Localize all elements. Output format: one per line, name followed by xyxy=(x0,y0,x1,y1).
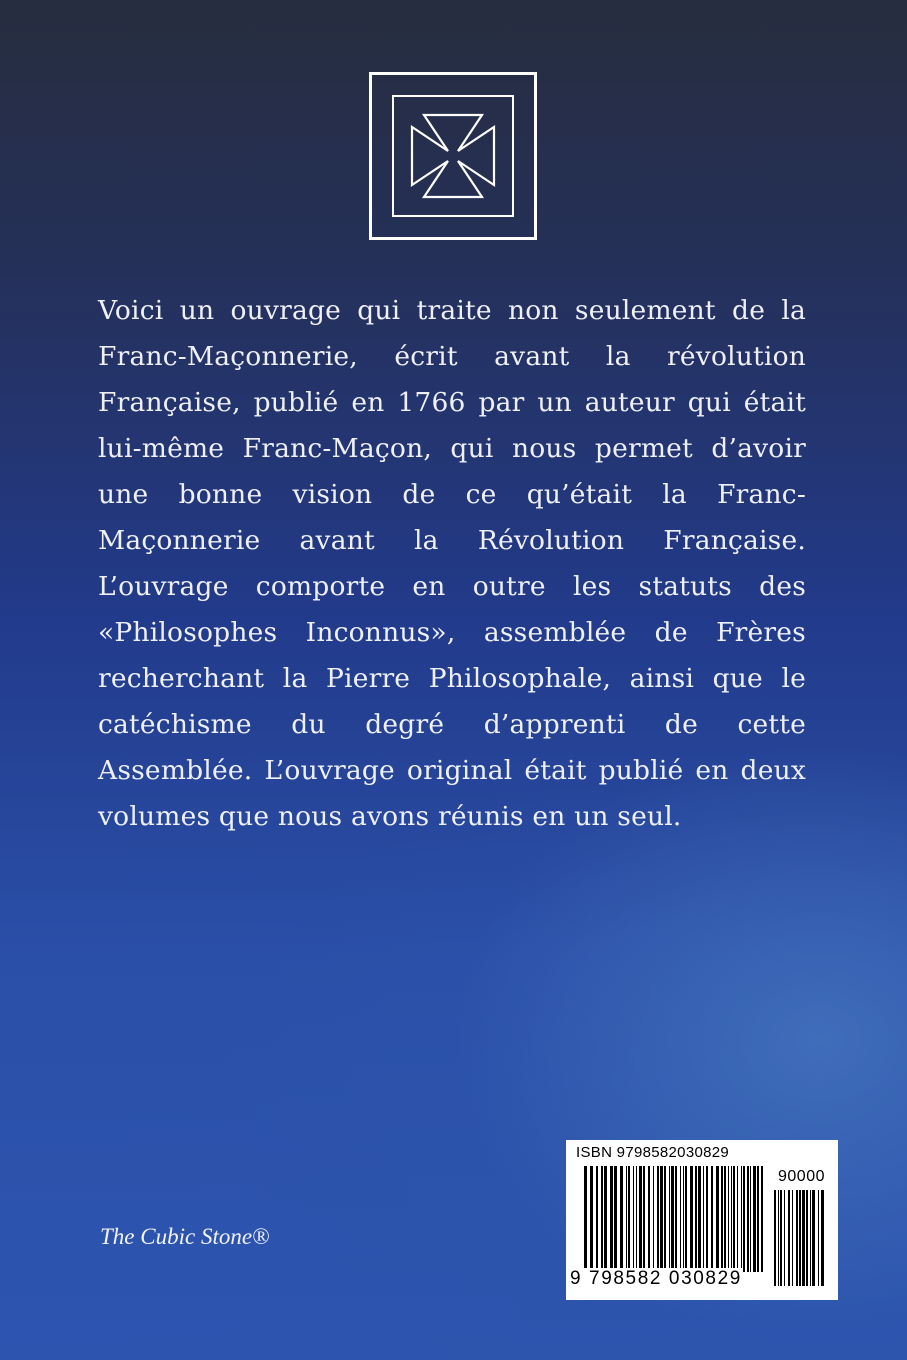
barcode-bar xyxy=(675,1166,677,1272)
book-description: Voici un ouvrage qui traite non seulement de la Franc-Maçonnerie, écrit avant la révolution Française, publié en 1766 par un auteur qui était lui-même Franc-Maçon, qui nous permet d’avoir une bonne vision de ce qu’était la Franc-Maçonnerie avant la Révolution Française. L’ouvrage comporte en outre les statuts des «Philosophes Inconnus», assemblée de Frères recherchant la Pierre Philosophale, ainsi que le catéchisme du degré d’apprenti de cette Assemblée. L’ouvrage original était publié en deux volumes que nous avons réunis en un seul. xyxy=(98,295,806,832)
barcode-bar xyxy=(698,1166,701,1272)
barcode-bar xyxy=(796,1190,798,1286)
barcode-bar xyxy=(680,1166,681,1272)
barcode-bar xyxy=(778,1190,779,1286)
barcode-bar xyxy=(596,1166,598,1272)
barcode-bar xyxy=(695,1166,697,1272)
barcode-bar xyxy=(620,1166,623,1272)
barcode-bar xyxy=(584,1166,587,1272)
barcode-bar xyxy=(628,1166,630,1272)
barcode-bar xyxy=(626,1166,627,1272)
barcode-bar xyxy=(664,1166,666,1272)
publisher-name: The Cubic Stone® xyxy=(100,1224,270,1249)
barcode-bar xyxy=(648,1166,650,1272)
barcode-bar xyxy=(716,1166,719,1272)
price-code: 90000 xyxy=(778,1168,825,1185)
barcode-bar xyxy=(711,1166,713,1272)
barcode-bar xyxy=(706,1166,708,1272)
barcode-bar xyxy=(792,1190,793,1286)
barcode-bar xyxy=(728,1166,729,1272)
barcode-bar xyxy=(761,1166,763,1272)
barcode-bar xyxy=(633,1166,634,1272)
barcode-bar xyxy=(780,1190,782,1286)
barcode-bar xyxy=(724,1166,726,1272)
barcode-bar xyxy=(743,1166,745,1272)
barcode-bar xyxy=(741,1166,742,1272)
barcode-bar xyxy=(721,1166,723,1272)
barcode-bar xyxy=(639,1166,642,1272)
barcode-bar xyxy=(657,1166,659,1272)
barcode-bar xyxy=(703,1166,704,1272)
barcode-bar xyxy=(610,1166,613,1272)
barcode-bar xyxy=(636,1166,637,1272)
barcode-bar xyxy=(774,1190,776,1286)
barcode-addon-bars xyxy=(774,1190,824,1286)
barcode-bar xyxy=(753,1166,756,1272)
barcode-bar xyxy=(788,1190,790,1286)
barcode-bar xyxy=(757,1166,759,1272)
emblem-inner-frame xyxy=(392,95,514,217)
emblem-frame xyxy=(369,72,537,240)
barcode-bar xyxy=(810,1190,811,1286)
isbn-label: ISBN 9798582030829 xyxy=(576,1144,730,1161)
barcode-bar xyxy=(821,1190,824,1286)
barcode-bar xyxy=(784,1190,785,1286)
barcode-bar xyxy=(747,1166,749,1272)
barcode-bar xyxy=(590,1166,593,1272)
barcode-bar xyxy=(802,1190,805,1286)
isbn-barcode xyxy=(566,1140,838,1300)
barcode-bar xyxy=(683,1166,684,1272)
barcode-bar xyxy=(690,1166,693,1272)
barcode-bar xyxy=(669,1166,670,1272)
barcode-bar xyxy=(737,1166,738,1272)
barcode-bar xyxy=(643,1166,645,1272)
barcode-bar xyxy=(818,1190,819,1286)
barcode-bar xyxy=(660,1166,663,1272)
cross-pattee-icon xyxy=(394,97,512,215)
barcode-bar xyxy=(671,1166,674,1272)
barcode-bar xyxy=(799,1190,801,1286)
barcode-bar xyxy=(806,1190,808,1286)
barcode-bar xyxy=(731,1166,732,1272)
barcode-bar xyxy=(750,1166,751,1272)
barcode-bar xyxy=(685,1166,687,1272)
barcode-bar xyxy=(601,1166,603,1272)
barcode-bar xyxy=(653,1166,654,1272)
barcode-bar xyxy=(812,1190,815,1286)
barcode-bars xyxy=(584,1166,764,1272)
barcode-bar xyxy=(733,1166,735,1272)
barcode-bar xyxy=(604,1166,607,1272)
barcode-bar xyxy=(614,1166,617,1272)
barcode-digits: 9 798582 030829 xyxy=(570,1268,742,1289)
